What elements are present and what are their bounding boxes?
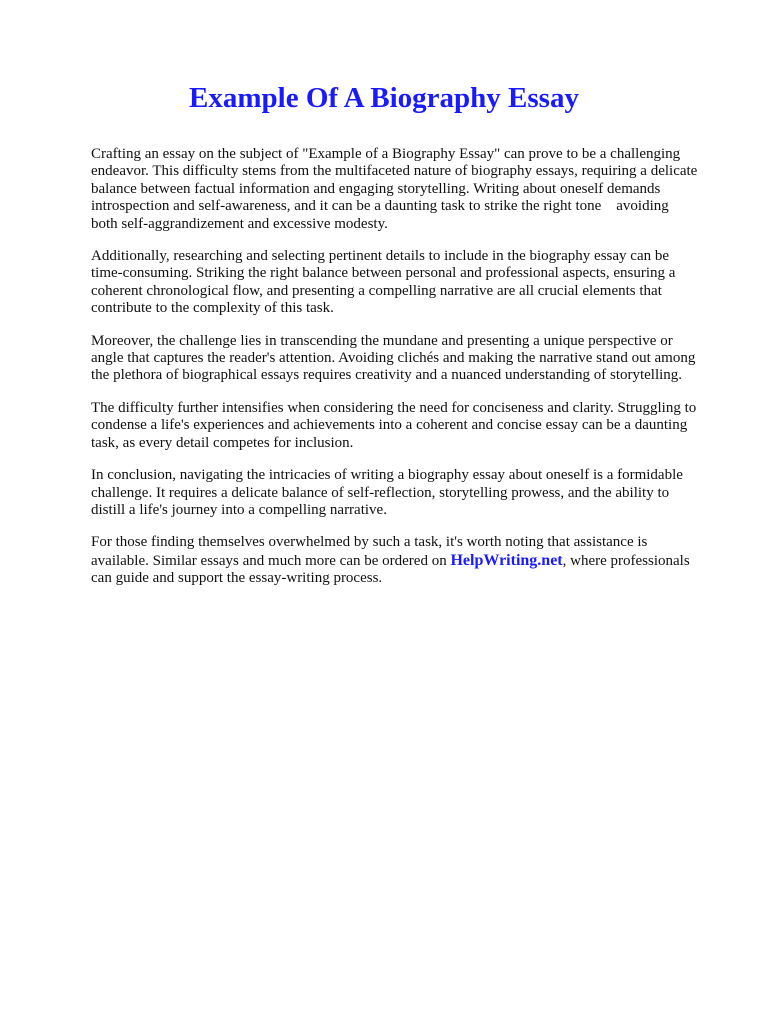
paragraph-6: [91, 534, 721, 587]
paragraph-4: [91, 400, 721, 452]
paragraph-line: angle that captures the reader's attention. Avoiding clichés and making the narrative stand out among: [91, 350, 696, 367]
paragraph-line: the plethora of biographical essays requires creativity and a nuanced understanding of storytelling.: [91, 367, 683, 384]
paragraph-line: can guide and support the essay-writing process.: [91, 570, 383, 587]
paragraph-line: contribute to the complexity of this task.: [91, 300, 334, 317]
paragraph-text: , where professionals: [562, 552, 690, 569]
paragraph-line: condense a life's experiences and achievements into a coherent and concise essay can be a daunting: [91, 417, 688, 434]
helpwriting-link[interactable]: HelpWriting.net: [450, 551, 563, 569]
paragraph-line: balance between factual information and engaging storytelling. Writing about oneself demands: [91, 180, 661, 197]
paragraph-line: coherent chronological flow, and presenting a compelling narrative are all crucial elements that: [91, 282, 662, 299]
paragraph-line: challenge. It requires a delicate balance of self-reflection, storytelling prowess, and the ability to: [91, 484, 670, 501]
paragraph-line: For those finding themselves overwhelmed by such a task, it's worth noting that assistance is: [91, 534, 648, 551]
paragraph-line: In conclusion, navigating the intricacies of writing a biography essay about oneself is a formidable: [91, 467, 683, 484]
paragraph-line: Crafting an essay on the subject of "Example of a Biography Essay" can prove to be a challenging: [91, 146, 681, 162]
paragraph-3: [91, 333, 721, 385]
paragraph-line: The difficulty further intensifies when considering the need for conciseness and clarity. Struggling to: [91, 399, 697, 416]
paragraph-line: Additionally, researching and selecting pertinent details to include in the biography essay can be: [91, 248, 670, 265]
paragraph-2: [91, 248, 721, 318]
paragraph-text: available. Similar essays and much more can be ordered on: [91, 552, 451, 569]
paragraph-line: endeavor. This difficulty stems from the multifaceted nature of biography essays, requiring a delicate: [91, 163, 698, 180]
paragraph-line: Moreover, the challenge lies in transcending the mundane and presenting a unique perspective or: [91, 332, 673, 349]
paragraph-line: time-consuming. Striking the right balance between personal and professional aspects, ensuring a: [91, 265, 676, 282]
paragraph-line: distill a life's journey into a compelling narrative.: [91, 501, 387, 518]
paragraph-5: [91, 467, 721, 519]
paragraph-line: introspection and self-awareness, and it can be a daunting task to strike the right tone avoiding: [91, 198, 669, 215]
document-body: [91, 146, 721, 603]
document-title: Example Of A Biography Essay: [189, 82, 579, 114]
paragraph-line: both self-aggrandizement and excessive modesty.: [91, 215, 388, 232]
paragraph-1: [91, 146, 721, 233]
paragraph-line: task, as every detail competes for inclusion.: [91, 434, 354, 451]
